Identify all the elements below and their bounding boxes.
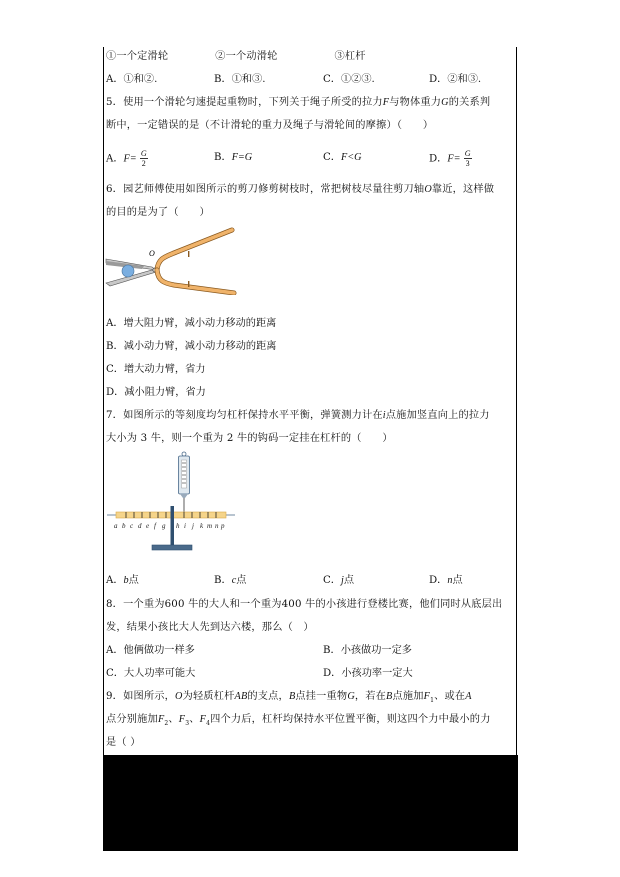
- q6-option-a[interactable]: A．增大阻力臂，减小动力移动的距离: [106, 318, 277, 329]
- q4-option-c[interactable]: C．①②③.: [323, 74, 375, 85]
- q4-item-3: ③杠杆: [334, 51, 366, 62]
- q4-items: [106, 50, 366, 64]
- q7-stem-line1: 7．如图所示的等刻度均匀杠杆保持水平平衡，弹簧测力计在i点施加竖直向上的拉力: [106, 410, 490, 421]
- svg-text:n: n: [215, 522, 219, 530]
- q6-stem-line1: 6．园艺师傅使用如图所示的剪刀修剪树枝时，常把树枝尽量往剪刀轴O靠近，这样做: [106, 184, 495, 195]
- scissors-figure: [104, 223, 239, 295]
- svg-text:g: g: [162, 522, 166, 530]
- q9-stem-line1: 9．如图所示，O为轻质杠杆AB的支点，B点挂一重物G，若在B点施加$F_1$、或在A: [106, 691, 472, 705]
- stand-base: [152, 545, 192, 550]
- svg-text:d: d: [138, 522, 142, 530]
- q6-option-d[interactable]: D．减小阻力臂，省力: [106, 387, 206, 398]
- q4-item-2: ②一个动滑轮: [215, 51, 278, 62]
- q7-stem-line2: 大小为 3 牛，则一个重为 2 牛的钩码一定挂在杠杆的（ ）: [106, 433, 393, 444]
- q4-item-1: ①一个定滑轮: [106, 51, 169, 62]
- q5-stem-line2: 断中，一定错误的是（不计滑轮的重力及绳子与滑轮间的摩擦）（ ）: [106, 120, 434, 131]
- q5-option-a[interactable]: A．F= $\frac{G}{2}$: [106, 149, 147, 168]
- q6-option-b[interactable]: B．减小动力臂，减小动力移动的距离: [106, 341, 277, 352]
- svg-text:a: a: [114, 522, 118, 530]
- q5-option-b[interactable]: B．F=G: [214, 152, 253, 163]
- label-o: O: [149, 249, 155, 258]
- q4-option-d[interactable]: D．②和③.: [429, 74, 482, 85]
- q8-stem-line2: 发，结果小孩比大人先到达六楼，那么（ ）: [106, 622, 314, 633]
- svg-text:c: c: [130, 522, 134, 530]
- svg-text:m: m: [207, 522, 213, 530]
- lever-stand: [171, 506, 175, 546]
- q6-stem-line2: 的目的是为了（ ）: [106, 207, 210, 218]
- q9-stem-line2: 点分别施加$F_2$、$F_3$、$F_4$四个力后，杠杆均保持水平位置平衡，则这四个力中最小的力: [106, 714, 491, 728]
- svg-text:e: e: [146, 522, 150, 530]
- q6-option-c[interactable]: C．增大动力臂，省力: [106, 364, 206, 375]
- q8-option-b[interactable]: B．小孩做功一定多: [323, 645, 412, 656]
- svg-text:p: p: [221, 522, 225, 530]
- svg-text:k: k: [200, 522, 204, 530]
- q8-stem-line1: 8．一个重为600 牛的大人和一个重为400 牛的小孩进行登楼比赛，他们同时从底层出: [106, 599, 503, 610]
- svg-text:b: b: [122, 522, 126, 530]
- svg-text:f: f: [154, 522, 156, 530]
- document-page: [103, 47, 517, 851]
- branch-ball: [122, 265, 134, 277]
- lever-figure: [104, 451, 239, 556]
- redacted-figure-area: [104, 755, 518, 851]
- svg-text:h: h: [176, 522, 180, 530]
- handle-upper: [157, 230, 232, 270]
- q8-option-c[interactable]: C．大人功率可能大: [106, 668, 196, 679]
- q7-option-b[interactable]: B．c点: [214, 575, 247, 586]
- q4-option-b[interactable]: B．①和③.: [214, 74, 266, 85]
- q8-option-a[interactable]: A．他俩做功一样多: [106, 645, 195, 656]
- q9-stem-line3: 是（ ）: [106, 737, 141, 748]
- svg-text:j: j: [192, 522, 194, 530]
- q5-option-d[interactable]: D．F= $\frac{G}{3}$: [429, 149, 471, 168]
- q7-option-c[interactable]: C．j点: [323, 575, 355, 586]
- q8-option-d[interactable]: D．小孩功率一定大: [323, 668, 413, 679]
- q5-stem-line1: 5．使用一个滑轮匀速提起重物时，下列关于绳子所受的拉力F与物体重力G的关系判: [106, 97, 491, 108]
- q5-option-c[interactable]: C．F<G: [323, 152, 362, 163]
- q7-option-d[interactable]: D．n点: [429, 575, 463, 586]
- q4-option-a[interactable]: A．①和②.: [106, 74, 158, 85]
- svg-text:i: i: [184, 522, 186, 530]
- q7-option-a[interactable]: A．b点: [106, 575, 139, 586]
